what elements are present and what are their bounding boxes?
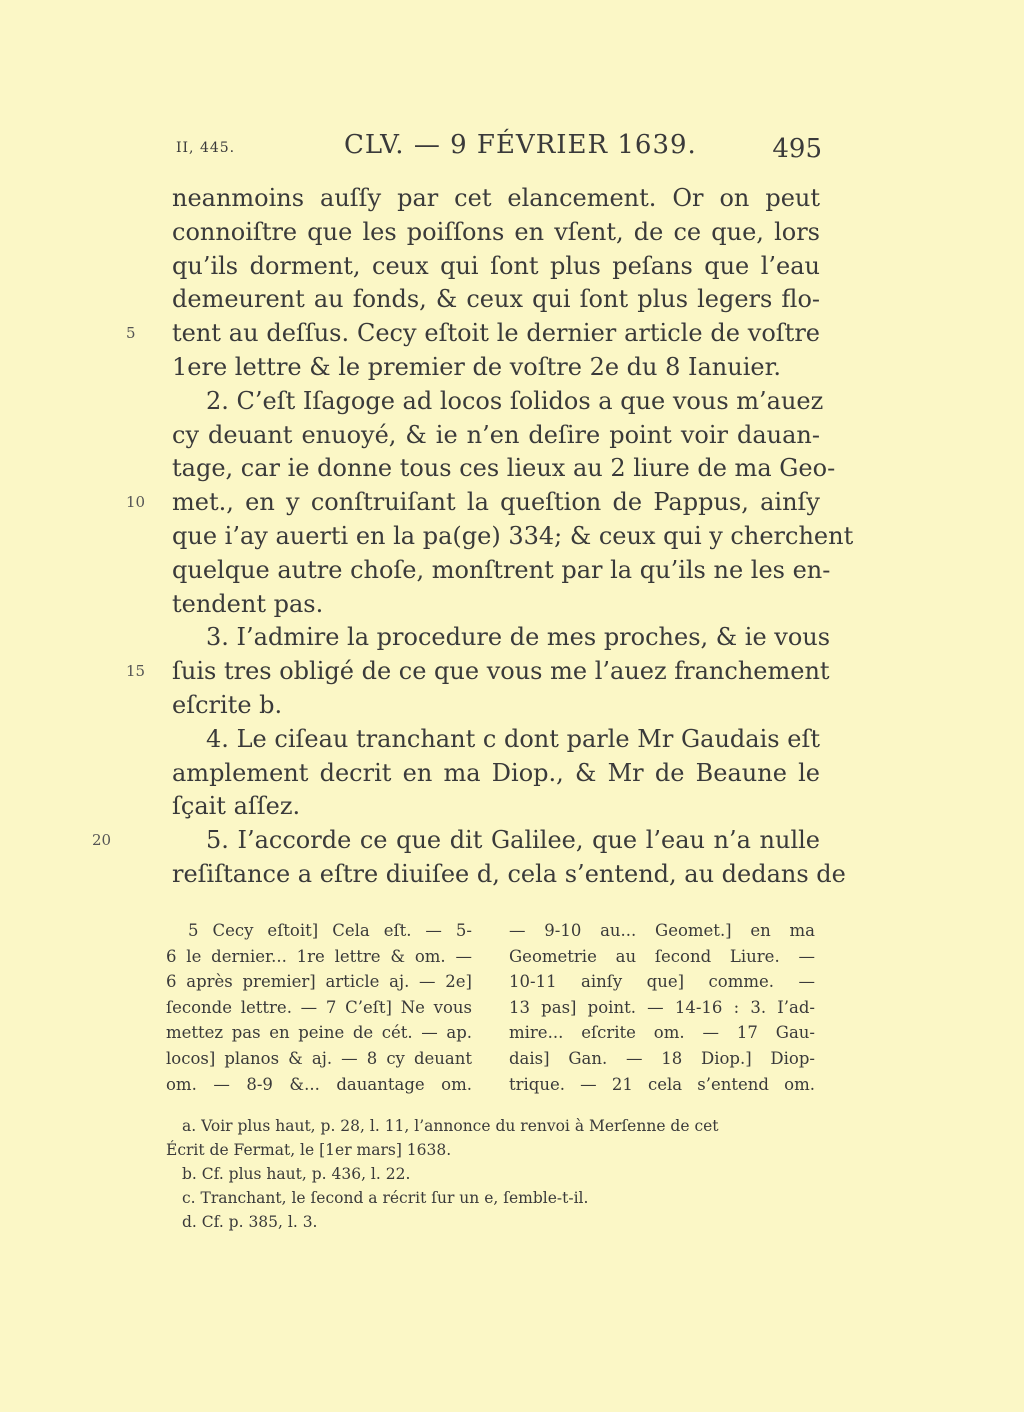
text-line: neanmoins auſſy par cet elancement. Or on peut xyxy=(172,184,820,212)
text-line: 10 met., en y conſtruiſant la queſtion de Pappus, ainſy xyxy=(172,486,820,520)
note-line: — 9-10 au... Geomet.] en ma xyxy=(509,921,815,940)
footnote-line: b. Cf. plus haut, p. 436, l. 22. xyxy=(182,1165,411,1183)
line-number: 20 xyxy=(92,831,112,850)
text-line: qu’ils dorment, ceux qui ſont plus peſans que l’eau xyxy=(172,251,820,280)
note-line: Geometrie au ſecond Liure. — xyxy=(509,946,815,966)
text-line: 15 ſuis tres obligé de ce que vous me l’auez franchement xyxy=(172,655,820,689)
note-line: mire... eſcrite om. — 17 Gau- xyxy=(509,1023,815,1043)
text-line: reſiſtance a eſtre diuiſee d, cela s’entend, au dedans de xyxy=(172,859,846,888)
text-line: que i’ay auerti en la pa(ge) 334; & ceux qui y cherchent xyxy=(172,521,854,550)
text-line: 20 5. I’accorde ce que dit Galilee, que l’eau n’a nulle xyxy=(172,824,820,858)
note-line: mettez pas en peine de cét. — ap. xyxy=(166,1023,472,1043)
note-line: om. — 8-9 &... dauantage om. xyxy=(166,1074,472,1094)
note-line: trique. — 21 cela s’entend om. xyxy=(509,1074,815,1094)
variant-notes-right-column xyxy=(509,918,815,1097)
note-line: 6 après premier] article aj. — 2e] xyxy=(166,972,472,992)
note-line: 5 Cecy eſtoit] Cela eſt. — 5- xyxy=(188,921,472,940)
footnote-line: a. Voir plus haut, p. 28, l. 11, l’annonce du renvoi à Merſenne de cet xyxy=(182,1117,719,1135)
text-line: connoiſtre que les poiſſons en vſent, de ce que, lors xyxy=(172,217,820,246)
note-line: locos] planos & aj. — 8 cy deuant xyxy=(166,1048,472,1068)
running-header xyxy=(176,130,826,170)
page-title: CLV. — 9 FÉVRIER 1639. xyxy=(344,130,697,160)
line-number: 10 xyxy=(126,493,146,512)
text-line: 2. C’eſt Iſagoge ad locos ſolidos a que vous m’auez xyxy=(206,386,824,415)
text-line: 1ere lettre & le premier de voſtre 2e du 8 Ianuier. xyxy=(172,352,782,381)
note-line: dais] Gan. — 18 Diop.] Diop- xyxy=(509,1048,815,1068)
footnote-line: c. Tranchant, le ſecond a récrit ſur un e, ſemble-t-il. xyxy=(182,1189,589,1207)
text-line: eſcrite b. xyxy=(172,690,283,719)
text-line: demeurent au fonds, & ceux qui ſont plus legers flo- xyxy=(172,285,820,314)
footnote-line: d. Cf. p. 385, l. 3. xyxy=(182,1213,318,1231)
text-line: 4. Le ciſeau tranchant c dont parle Mr Gaudais eſt xyxy=(206,724,820,753)
text-line: 5 tent au deſſus. Cecy eſtoit le dernier article de voſtre xyxy=(172,317,820,351)
footnotes xyxy=(166,1114,814,1234)
page-number: 495 xyxy=(772,134,822,164)
text-line: tage, car ie donne tous ces lieux au 2 liure de ma Geo- xyxy=(172,454,836,483)
line-number: 5 xyxy=(126,324,136,343)
text-line: amplement decrit en ma Diop., & Mr de Beaune le xyxy=(172,758,820,787)
text-line: 3. I’admire la procedure de mes proches, & ie vous xyxy=(206,623,831,652)
note-line: 6 le dernier... 1re lettre & om. — xyxy=(166,946,472,966)
variant-notes-left-column xyxy=(166,918,472,1097)
line-number: 15 xyxy=(126,662,146,681)
footnote-line: Écrit de Fermat, le [1er mars] 1638. xyxy=(166,1141,452,1159)
note-line: 10-11 ainſy que] comme. — xyxy=(509,972,815,992)
note-line: 13 pas] point. — 14-16 : 3. I’ad- xyxy=(509,997,815,1017)
volume-reference: II, 445. xyxy=(176,140,236,156)
text-line: tendent pas. xyxy=(172,589,324,618)
text-line: cy deuant enuoyé, & ie n’en deſire point voir dauan- xyxy=(172,420,820,449)
note-line: ſeconde lettre. — 7 C’eſt] Ne vous xyxy=(166,997,472,1017)
text-line: quelque autre choſe, monſtrent par la qu’ils ne les en- xyxy=(172,555,831,584)
letter-body xyxy=(92,182,854,892)
text-line: ſçait aſſez. xyxy=(172,792,301,821)
